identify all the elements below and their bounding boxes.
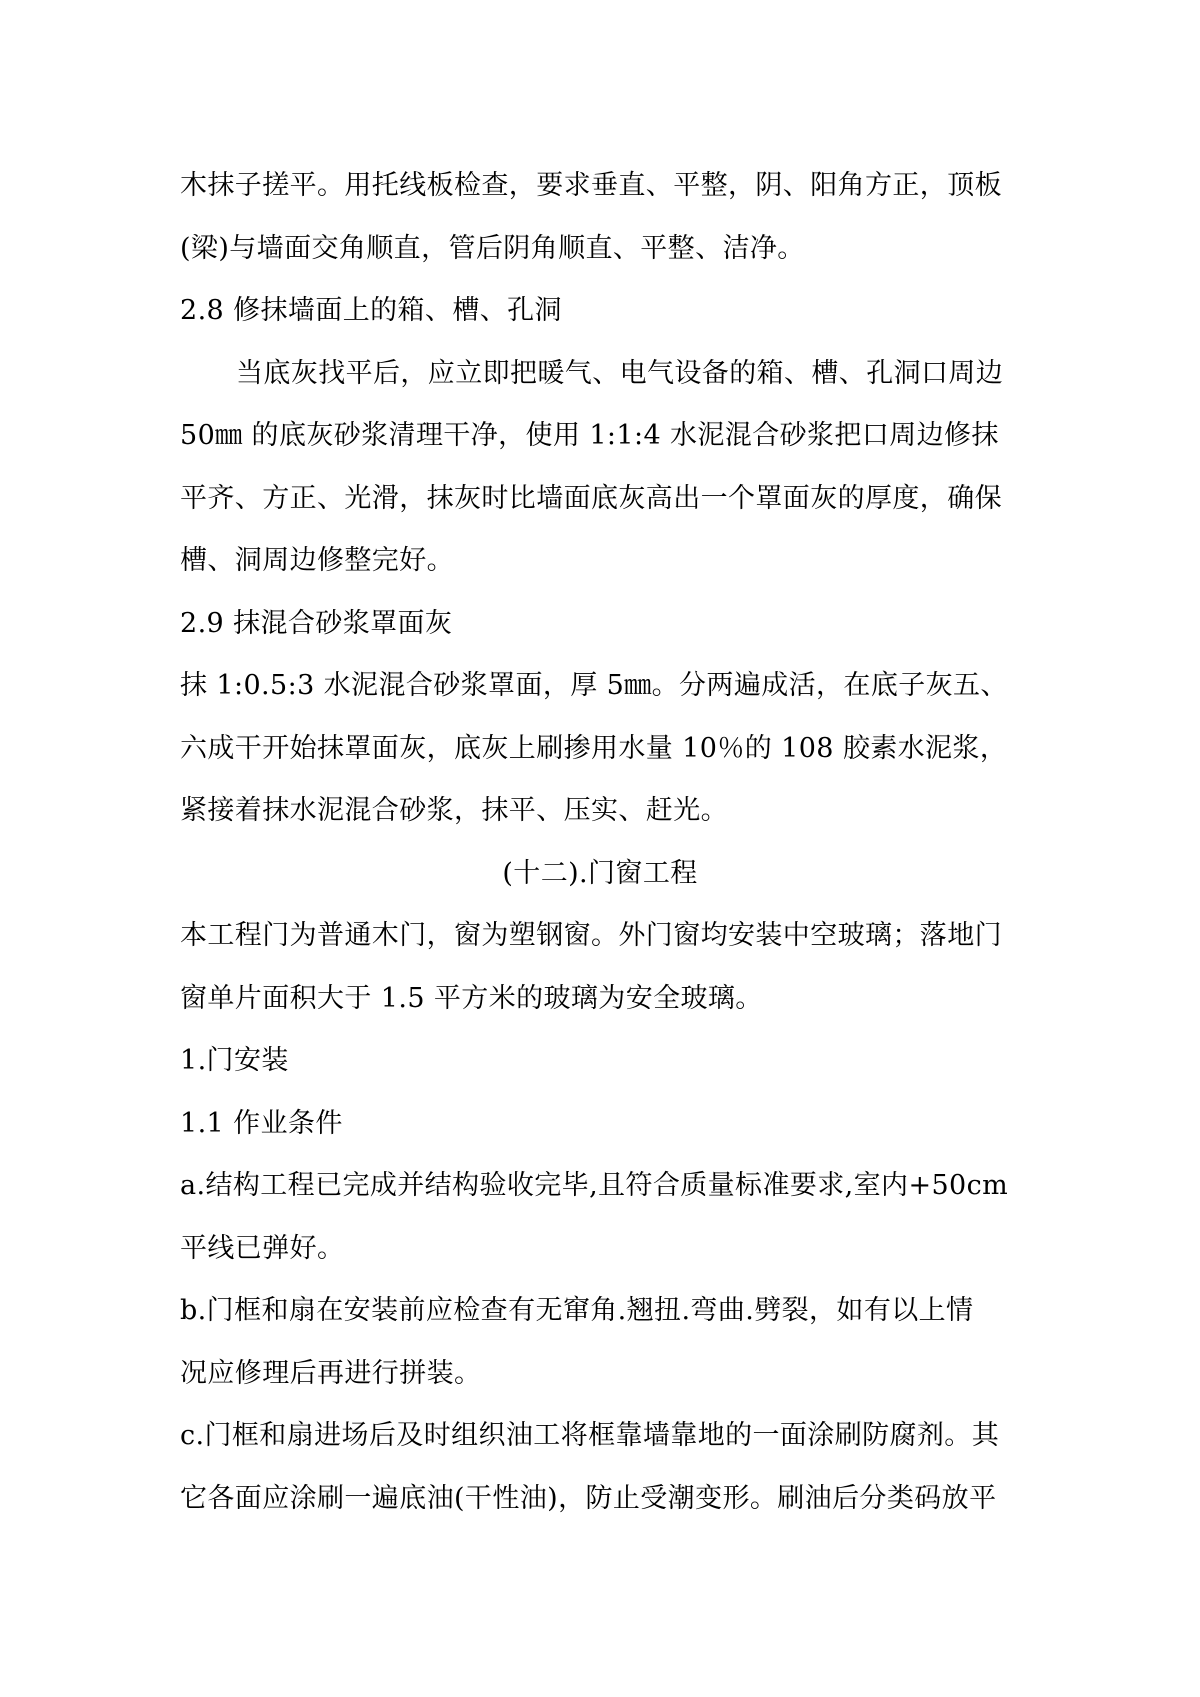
paragraph-line: 槽、洞周边修整完好。 xyxy=(180,545,454,576)
subsection-heading: 1.1 作业条件 xyxy=(180,1107,343,1139)
list-item-line: 平线已弹好。 xyxy=(180,1232,345,1264)
paragraph-line: 平齐、方正、光滑，抹灰时比墙面底灰高出一个罩面灰的厚度，确保 xyxy=(180,482,1002,514)
paragraph-line: 抹 1:0.5:3 水泥混合砂浆罩面，厚 5㎜。分两遍成活，在底子灰五、 xyxy=(180,670,1008,701)
list-item-line: b.门框和扇在安装前应检查有无窜角.翘扭.弯曲.劈裂，如有以上情 xyxy=(180,1295,974,1326)
paragraph-line: 窗单片面积大于 1.5 平方米的玻璃为安全玻璃。 xyxy=(180,982,763,1014)
list-item-line: c.门框和扇进场后及时组织油工将框靠墙靠地的一面涂刷防腐剂。其 xyxy=(180,1420,1000,1451)
chapter-title: (十二).门窗工程 xyxy=(502,857,698,889)
section-heading: 2.9 抹混合砂浆罩面灰 xyxy=(180,607,453,639)
section-heading: 1.门安装 xyxy=(180,1045,289,1076)
section-heading: 2.8 修抹墙面上的箱、槽、孔洞 xyxy=(180,295,562,326)
list-item-line: 况应修理后再进行拼装。 xyxy=(180,1357,482,1389)
paragraph-line: 紧接着抹水泥混合砂浆，抹平、压实、赶光。 xyxy=(180,795,728,826)
list-item-line: a.结构工程已完成并结构验收完毕,且符合质量标准要求,室内+50cm xyxy=(180,1170,1009,1201)
paragraph-line: (梁)与墙面交角顺直，管后阴角顺直、平整、洁净。 xyxy=(180,232,805,264)
list-item-line: 它各面应涂刷一遍底油(干性油)，防止受潮变形。刷油后分类码放平 xyxy=(180,1482,997,1514)
paragraph-line: 50㎜ 的底灰砂浆清理干净，使用 1:1:4 水泥混合砂浆把口周边修抹 xyxy=(180,420,999,451)
paragraph-line: 当底灰找平后，应立即把暖气、电气设备的箱、槽、孔洞口周边 xyxy=(236,357,1004,389)
paragraph-line: 本工程门为普通木门，窗为塑钢窗。外门窗均安装中空玻璃；落地门 xyxy=(180,920,1002,951)
paragraph-line: 木抹子搓平。用托线板检查，要求垂直、平整，阴、阳角方正，顶板 xyxy=(180,170,1002,201)
paragraph-line: 六成干开始抹罩面灰，底灰上刷掺用水量 10％的 108 胶素水泥浆， xyxy=(180,732,1008,764)
document-body xyxy=(180,155,1020,1530)
